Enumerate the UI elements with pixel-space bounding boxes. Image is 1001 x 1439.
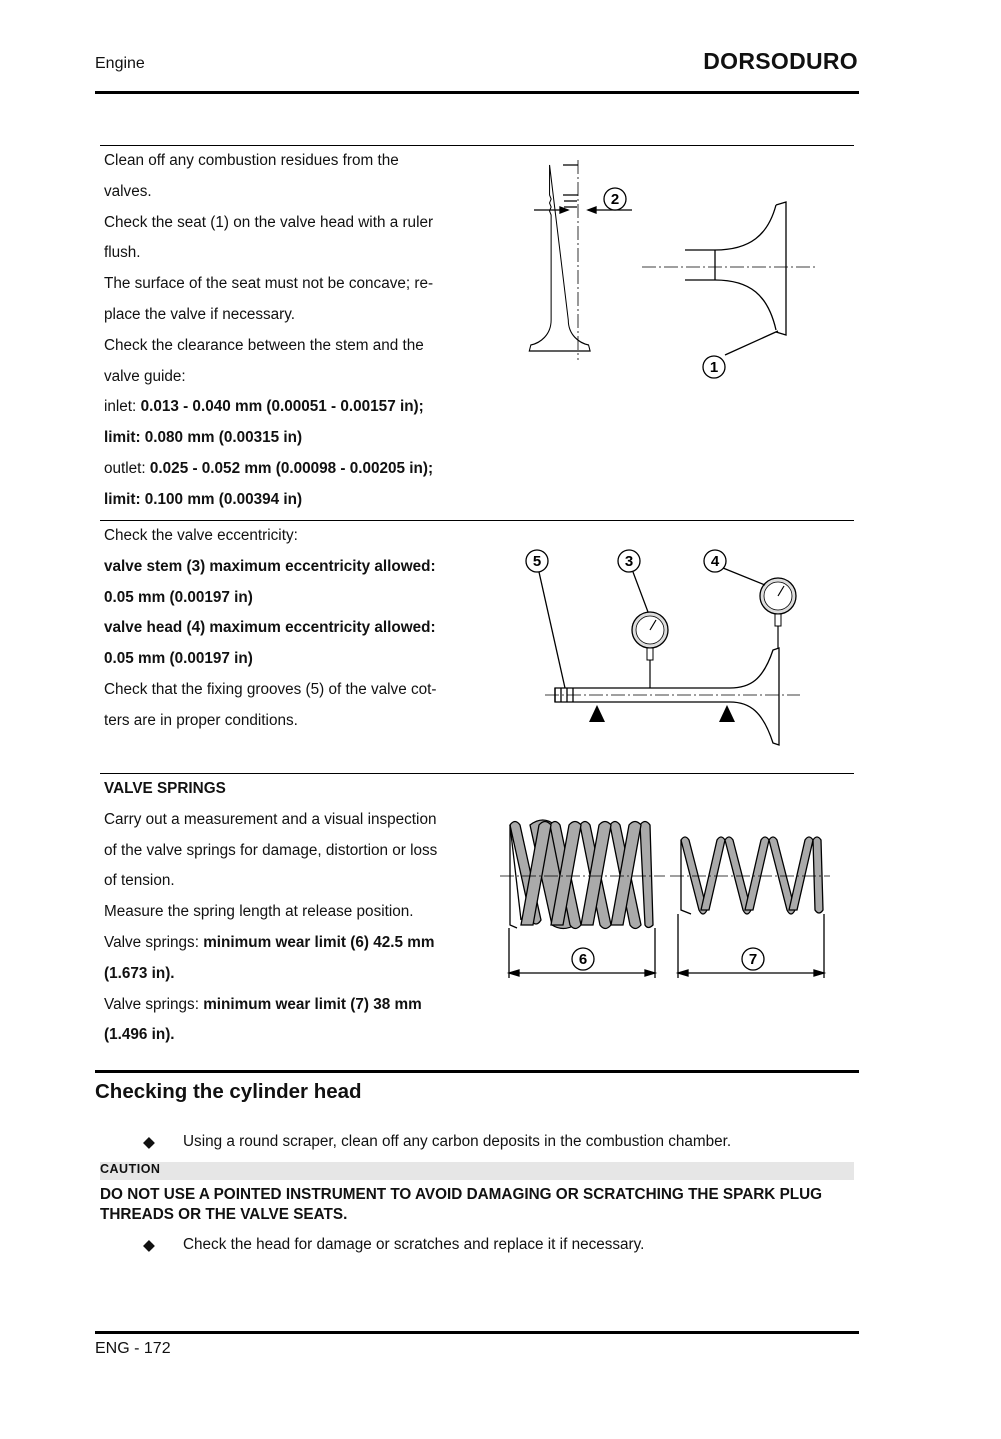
bullet-text-2: Check the head for damage or scratches and replace it if necessary. (183, 1236, 645, 1253)
block1-line: valves. (104, 182, 152, 200)
block1-line: Check the seat (1) on the valve head with a ruler (104, 213, 434, 231)
block3-line: (1.673 in). (104, 964, 175, 982)
callout-5 (526, 550, 548, 572)
callout-7 (742, 948, 764, 970)
callout-4-leader (723, 568, 765, 585)
block2-line: Check the valve eccentricity: (104, 527, 298, 544)
section-title: Checking the cylinder head (95, 1080, 362, 1103)
spring-6 (510, 820, 653, 929)
block2-text (104, 521, 476, 737)
block1-text (104, 146, 476, 516)
svg-text:2: 2 (610, 191, 620, 208)
callout-6 (572, 948, 594, 970)
block2-line: ters are in proper conditions. (104, 711, 298, 729)
valve-head-drawing (685, 202, 786, 335)
callout-3-leader (633, 572, 648, 612)
bullet-icon: ◆ (143, 1237, 155, 1254)
block3-line: of the valve springs for damage, distortion or loss (104, 841, 438, 859)
callout-2 (604, 188, 626, 210)
support-right (719, 705, 735, 722)
block1-line: The surface of the seat must not be concave; re- (104, 275, 434, 293)
block3-line: Carry out a measurement and a visual inspection (104, 810, 437, 828)
callout-5-leader (539, 572, 565, 688)
svg-text:6: 6 (578, 951, 588, 968)
block1-line: place the valve if necessary. (104, 305, 296, 323)
block3-line: (1.496 in). (104, 1026, 175, 1044)
header-section: Engine (95, 55, 145, 72)
block1-line: flush. (104, 244, 141, 262)
section-rule (95, 1070, 859, 1073)
svg-text:4: 4 (710, 553, 720, 570)
block1-line: limit: 0.080 mm (0.00315 in) (104, 429, 303, 447)
block3-line: Valve springs: minimum wear limit (7) 38 mm (104, 995, 422, 1013)
caution-text: DO NOT USE A POINTED INSTRUMENT TO AVOID DAMAGING OR SCRATCHING THE SPARK PLUG THREADS OR THE VALVE SEATS. (100, 1186, 823, 1223)
block3-line: of tension. (104, 872, 175, 890)
support-left (589, 705, 605, 722)
block3-title: VALVE SPRINGS (104, 780, 226, 797)
eccentricity-figure (515, 540, 825, 755)
block3-line: Valve springs: minimum wear limit (6) 42.5 mm (104, 933, 435, 951)
svg-text:3: 3 (624, 553, 634, 570)
svg-text:7: 7 (748, 951, 758, 968)
block2-line: 0.05 mm (0.00197 in) (104, 588, 253, 606)
valve-horizontal-drawing (555, 648, 779, 745)
block2-line: 0.05 mm (0.00197 in) (104, 650, 253, 668)
caution-label: CAUTION (100, 1162, 161, 1176)
dial-gauge-stem (632, 612, 668, 688)
svg-text:1: 1 (709, 359, 719, 376)
springs-figure (495, 810, 835, 985)
callout-1 (703, 356, 725, 378)
block1-line: Clean off any combustion residues from the (104, 152, 399, 169)
footer-rule (95, 1331, 859, 1334)
block1-line: inlet: 0.013 - 0.040 mm (0.00051 - 0.00157 in); (104, 398, 424, 416)
dial-gauge-head (760, 578, 796, 648)
bullet-icon: ◆ (143, 1134, 155, 1151)
block1-line: outlet: 0.025 - 0.052 mm (0.00098 - 0.00205 in); (104, 459, 434, 477)
bullet-text-1: Using a round scraper, clean off any carbon deposits in the combustion chamber. (183, 1133, 732, 1150)
block2-line: Check that the fixing grooves (5) of the valve cot- (104, 680, 437, 698)
header-rule (95, 91, 859, 94)
header-brand: DORSODURO (703, 48, 858, 74)
callout-3 (618, 550, 640, 572)
block1-line: valve guide: (104, 367, 186, 385)
block3-line: Measure the spring length at release position. (104, 903, 414, 921)
svg-text:5: 5 (532, 553, 542, 570)
page-number: ENG - 172 (95, 1340, 171, 1357)
caution-bar (100, 1162, 854, 1180)
block1-line: limit: 0.100 mm (0.00394 in) (104, 490, 303, 508)
valve-seat-figure (520, 155, 840, 385)
callout-4 (704, 550, 726, 572)
block3-text (104, 774, 476, 1051)
block1-line: Check the clearance between the stem and the (104, 336, 424, 354)
block2-line: valve stem (3) maximum eccentricity allowed: (104, 557, 436, 575)
spring-7 (681, 837, 823, 914)
block2-line: valve head (4) maximum eccentricity allowed: (104, 619, 436, 637)
callout-1-leader (725, 331, 778, 355)
